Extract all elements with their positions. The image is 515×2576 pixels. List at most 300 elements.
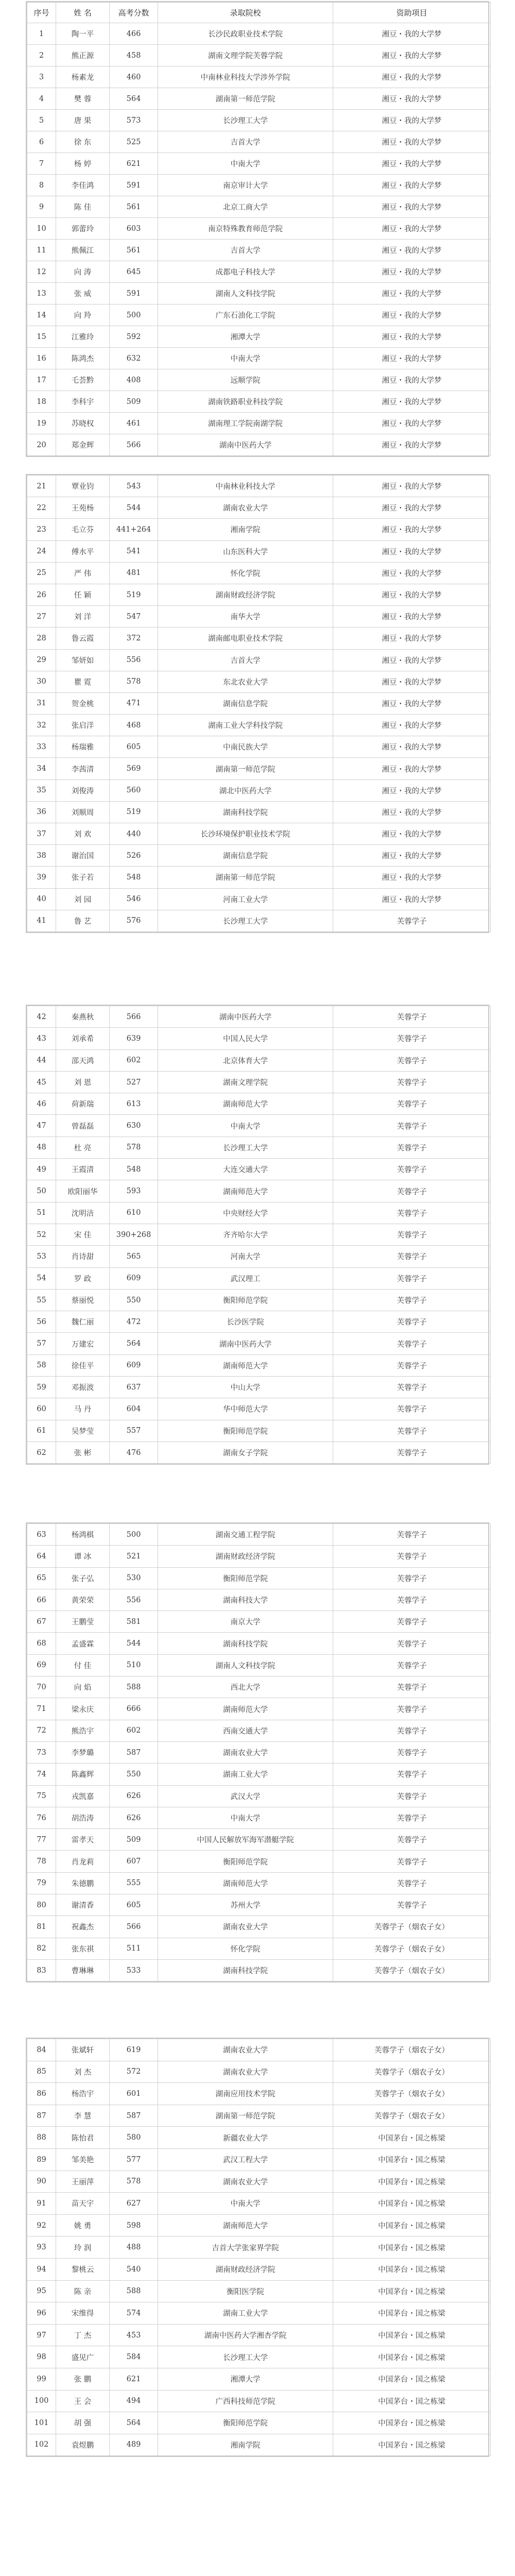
table-row (27, 88, 491, 110)
cell-school: 长沙民政职业技术学院 (158, 23, 333, 45)
cell-name: 雷孝天 (56, 1829, 110, 1851)
cell-score: 626 (110, 1785, 158, 1807)
cell-name: 徐佳平 (56, 1354, 110, 1376)
table-row (27, 1398, 491, 1420)
cell-name: 黎桃云 (56, 2258, 110, 2280)
cell-no: 33 (27, 736, 56, 758)
cell-school: 湘潭大学 (158, 326, 333, 348)
cell-name: 陈鸿杰 (56, 348, 110, 369)
cell-score: 509 (110, 391, 158, 413)
cell-score: 610 (110, 1202, 158, 1224)
cell-score: 566 (110, 434, 158, 456)
cell-school: 湖南师范大学 (158, 1872, 333, 1894)
cell-score: 566 (110, 1006, 158, 1028)
table-row (27, 1741, 491, 1763)
cell-name: 王鹏莹 (56, 1611, 110, 1633)
cell-score: 488 (110, 2236, 158, 2259)
cell-score: 587 (110, 2105, 158, 2127)
cell-no: 36 (27, 801, 56, 823)
cell-no: 11 (27, 240, 56, 261)
cell-project: 中国茅台・国之栋梁 (333, 2302, 491, 2325)
cell-no: 43 (27, 1028, 56, 1049)
table-row (27, 1894, 491, 1916)
cell-name: 熊佩江 (56, 240, 110, 261)
table-row (27, 1159, 491, 1180)
cell-project: 芙蓉学子 (333, 1764, 491, 1785)
cell-school: 湖南师范大学 (158, 1354, 333, 1376)
cell-project: 中国茅台・国之栋梁 (333, 2412, 491, 2434)
cell-project: 芙蓉学子 (333, 1028, 491, 1049)
cell-school: 吉首大学张家界学院 (158, 2236, 333, 2259)
header-no: 序号 (27, 3, 56, 23)
table-row (27, 1546, 491, 1567)
cell-name: 杨瑞雅 (56, 736, 110, 758)
table-row (27, 845, 491, 867)
cell-no: 32 (27, 715, 56, 736)
table-row (27, 2105, 491, 2127)
cell-school: 湖南女子学院 (158, 1442, 333, 1463)
cell-project: 芙蓉学子 (333, 1137, 491, 1158)
cell-no: 9 (27, 196, 56, 218)
cell-score: 560 (110, 779, 158, 801)
cell-score: 556 (110, 649, 158, 671)
cell-name: 肖诗甜 (56, 1246, 110, 1267)
cell-name: 宋维得 (56, 2302, 110, 2325)
cell-score: 476 (110, 1442, 158, 1463)
cell-school: 湖南科技学院 (158, 1633, 333, 1654)
table-row (27, 1764, 491, 1785)
cell-project: 芙蓉学子 (333, 1180, 491, 1202)
table-row (27, 1720, 491, 1741)
table-row (27, 2039, 491, 2061)
cell-score: 472 (110, 1311, 158, 1333)
table-row (27, 1137, 491, 1158)
table-row (27, 45, 491, 66)
cell-project: 湘豆・我的大学梦 (333, 175, 491, 196)
table-row (27, 736, 491, 758)
cell-project: 中国茅台・国之栋梁 (333, 2171, 491, 2193)
cell-project: 芙蓉学子（烟农子女） (333, 1938, 491, 1959)
cell-no: 64 (27, 1546, 56, 1567)
cell-no: 28 (27, 628, 56, 649)
table-row (27, 304, 491, 326)
cell-school: 南华大学 (158, 606, 333, 628)
cell-project: 湘豆・我的大学梦 (333, 413, 491, 434)
cell-name: 陈 佳 (56, 196, 110, 218)
cell-no: 18 (27, 391, 56, 413)
cell-school: 湖南工业大学 (158, 1764, 333, 1785)
cell-no: 94 (27, 2258, 56, 2280)
cell-no: 57 (27, 1333, 56, 1354)
cell-name: 刘顺周 (56, 801, 110, 823)
cell-no: 46 (27, 1093, 56, 1115)
cell-name: 张启洋 (56, 715, 110, 736)
cell-name: 向 羚 (56, 304, 110, 326)
cell-name: 郑金辉 (56, 434, 110, 456)
table-row (27, 497, 491, 519)
cell-project: 芙蓉学子 (333, 1224, 491, 1245)
table-row (27, 2193, 491, 2215)
cell-school: 中南大学 (158, 2193, 333, 2215)
cell-score: 593 (110, 1180, 158, 1202)
table-block-1 (26, 1, 489, 457)
cell-school: 北京工商大学 (158, 196, 333, 218)
cell-school: 湖南师范大学 (158, 1093, 333, 1115)
cell-name: 刘 洋 (56, 606, 110, 628)
table-row (27, 1289, 491, 1311)
cell-name: 祝鑫杰 (56, 1916, 110, 1938)
cell-no: 22 (27, 497, 56, 519)
cell-no: 89 (27, 2148, 56, 2171)
table-row (27, 66, 491, 88)
cell-school: 湖南铁路职业科技学院 (158, 391, 333, 413)
cell-name: 李 慧 (56, 2105, 110, 2127)
cell-name: 朱德鹏 (56, 1872, 110, 1894)
cell-project: 芙蓉学子 (333, 1115, 491, 1137)
cell-project: 湘豆・我的大学梦 (333, 649, 491, 671)
cell-no: 84 (27, 2039, 56, 2061)
table-row (27, 2258, 491, 2280)
cell-school: 西北大学 (158, 1676, 333, 1698)
cell-no: 20 (27, 434, 56, 456)
cell-project: 芙蓉学子 (333, 910, 491, 931)
table-row (27, 2302, 491, 2325)
cell-school: 大连交通大学 (158, 1159, 333, 1180)
cell-school: 湖南科技学院 (158, 801, 333, 823)
cell-school: 怀化学院 (158, 1938, 333, 1959)
cell-project: 湘豆・我的大学梦 (333, 110, 491, 131)
cell-name: 樊 蓉 (56, 88, 110, 110)
cell-project: 芙蓉学子 (333, 1676, 491, 1698)
cell-no: 35 (27, 779, 56, 801)
cell-name: 唐 果 (56, 110, 110, 131)
cell-name: 万建宏 (56, 1333, 110, 1354)
cell-project: 芙蓉学子 (333, 1785, 491, 1807)
cell-no: 1 (27, 23, 56, 45)
cell-school: 中国人民解放军海军潜艇学院 (158, 1829, 333, 1851)
cell-school: 湖南文理学院芙蓉学院 (158, 45, 333, 66)
cell-no: 30 (27, 671, 56, 692)
cell-school: 长沙医学院 (158, 1311, 333, 1333)
cell-score: 565 (110, 1246, 158, 1267)
cell-score: 519 (110, 801, 158, 823)
cell-name: 熊正源 (56, 45, 110, 66)
cell-project: 芙蓉学子 (333, 1202, 491, 1224)
cell-name: 向 焰 (56, 1676, 110, 1698)
cell-name: 曹琳琳 (56, 1959, 110, 1981)
cell-name: 曾磊磊 (56, 1115, 110, 1137)
cell-no: 41 (27, 910, 56, 931)
cell-school: 衡阳师范学院 (158, 1851, 333, 1872)
cell-no: 63 (27, 1524, 56, 1546)
cell-name: 向 涛 (56, 261, 110, 283)
table-row (27, 2061, 491, 2083)
cell-score: 566 (110, 1916, 158, 1938)
cell-project: 芙蓉学子 (333, 1093, 491, 1115)
cell-name: 邹妍如 (56, 649, 110, 671)
cell-no: 85 (27, 2061, 56, 2083)
cell-no: 24 (27, 540, 56, 562)
header-name: 姓 名 (56, 3, 110, 23)
cell-project: 湘豆・我的大学梦 (333, 584, 491, 605)
cell-name: 袁煜鹏 (56, 2434, 110, 2456)
cell-school: 长沙理工大学 (158, 2346, 333, 2368)
cell-name: 刘 恩 (56, 1071, 110, 1093)
cell-school: 湘南学院 (158, 2434, 333, 2456)
cell-school: 湖南文理学院 (158, 1071, 333, 1093)
cell-no: 7 (27, 153, 56, 175)
cell-school: 湖南财政经济学院 (158, 1546, 333, 1567)
cell-no: 71 (27, 1698, 56, 1720)
cell-school: 湖南理工学院南湖学院 (158, 413, 333, 434)
cell-project: 湘豆・我的大学梦 (333, 434, 491, 456)
cell-no: 99 (27, 2368, 56, 2390)
cell-score: 510 (110, 1654, 158, 1676)
cell-project: 芙蓉学子 (333, 1524, 491, 1546)
cell-no: 69 (27, 1654, 56, 1676)
recipient-table (27, 2039, 491, 2456)
cell-school: 湖南第一师范学院 (158, 88, 333, 110)
cell-no: 76 (27, 1807, 56, 1828)
cell-no: 68 (27, 1633, 56, 1654)
header-project: 资助项目 (333, 3, 491, 23)
cell-name: 杜 亮 (56, 1137, 110, 1158)
cell-no: 59 (27, 1377, 56, 1398)
table-row (27, 1611, 491, 1633)
cell-score: 576 (110, 910, 158, 931)
cell-name: 李科宇 (56, 391, 110, 413)
table-row (27, 1006, 491, 1028)
cell-name: 刘 欢 (56, 823, 110, 845)
cell-project: 中国茅台・国之栋梁 (333, 2434, 491, 2456)
cell-project: 湘豆・我的大学梦 (333, 131, 491, 153)
table-row (27, 2346, 491, 2368)
cell-school: 湖南农业大学 (158, 2039, 333, 2061)
cell-school: 长沙理工大学 (158, 110, 333, 131)
cell-school: 湖南科技大学 (158, 1589, 333, 1611)
table-row (27, 1829, 491, 1851)
table-row (27, 562, 491, 584)
cell-school: 成都电子科技大学 (158, 261, 333, 283)
table-row (27, 240, 491, 261)
cell-score: 626 (110, 1807, 158, 1828)
cell-score: 607 (110, 1851, 158, 1872)
cell-school: 衡阳师范学院 (158, 1289, 333, 1311)
cell-no: 51 (27, 1202, 56, 1224)
cell-no: 87 (27, 2105, 56, 2127)
cell-name: 张东祺 (56, 1938, 110, 1959)
table-block-5 (26, 2038, 489, 2457)
table-row (27, 628, 491, 649)
table-header-row (27, 3, 491, 23)
cell-no: 21 (27, 476, 56, 497)
cell-name: 贺金桃 (56, 692, 110, 714)
cell-name: 肖龙莉 (56, 1851, 110, 1872)
cell-score: 509 (110, 1829, 158, 1851)
cell-score: 556 (110, 1589, 158, 1611)
cell-name: 黄荣荣 (56, 1589, 110, 1611)
cell-name: 杨鸿棋 (56, 1524, 110, 1546)
cell-score: 564 (110, 1333, 158, 1354)
table-row (27, 2280, 491, 2302)
cell-name: 张斌轩 (56, 2039, 110, 2061)
cell-project: 湘豆・我的大学梦 (333, 45, 491, 66)
cell-school: 远顺学院 (158, 369, 333, 391)
cell-no: 47 (27, 1115, 56, 1137)
cell-project: 湘豆・我的大学梦 (333, 823, 491, 845)
table-row (27, 131, 491, 153)
cell-school: 湖南农业大学 (158, 497, 333, 519)
cell-school: 湖南工业大学科技学院 (158, 715, 333, 736)
cell-score: 461 (110, 413, 158, 434)
cell-score: 466 (110, 23, 158, 45)
cell-project: 芙蓉学子 (333, 1420, 491, 1442)
cell-name: 谢清香 (56, 1894, 110, 1916)
cell-no: 29 (27, 649, 56, 671)
cell-score: 605 (110, 736, 158, 758)
cell-name: 谭 冰 (56, 1546, 110, 1567)
cell-no: 98 (27, 2346, 56, 2368)
cell-no: 52 (27, 1224, 56, 1245)
cell-score: 609 (110, 1354, 158, 1376)
cell-project: 芙蓉学子 (333, 1049, 491, 1071)
cell-project: 芙蓉学子 (333, 1546, 491, 1567)
table-row (27, 867, 491, 888)
cell-project: 芙蓉学子 (333, 1654, 491, 1676)
cell-score: 546 (110, 888, 158, 910)
cell-no: 12 (27, 261, 56, 283)
table-row (27, 434, 491, 456)
cell-no: 54 (27, 1267, 56, 1289)
cell-no: 27 (27, 606, 56, 628)
cell-school: 湖南应用技术学院 (158, 2083, 333, 2105)
table-row (27, 1938, 491, 1959)
cell-name: 陈怡君 (56, 2127, 110, 2149)
cell-score: 530 (110, 1567, 158, 1589)
table-row (27, 218, 491, 240)
cell-no: 102 (27, 2434, 56, 2456)
table-row (27, 1202, 491, 1224)
cell-score: 548 (110, 867, 158, 888)
cell-school: 湖南第一师范学院 (158, 2105, 333, 2127)
cell-no: 10 (27, 218, 56, 240)
cell-project: 湘豆・我的大学梦 (333, 736, 491, 758)
cell-score: 408 (110, 369, 158, 391)
cell-name: 王丽萍 (56, 2171, 110, 2193)
cell-project: 湘豆・我的大学梦 (333, 628, 491, 649)
cell-name: 鲁云霞 (56, 628, 110, 649)
cell-project: 芙蓉学子（烟农子女） (333, 1916, 491, 1938)
cell-no: 73 (27, 1741, 56, 1763)
cell-school: 衡阳师范学院 (158, 2412, 333, 2434)
cell-project: 芙蓉学子 (333, 1289, 491, 1311)
cell-no: 50 (27, 1180, 56, 1202)
cell-project: 中国茅台・国之栋梁 (333, 2258, 491, 2280)
table-row (27, 2171, 491, 2193)
table-row (27, 1524, 491, 1546)
table-row (27, 1442, 491, 1463)
cell-name: 徐 东 (56, 131, 110, 153)
cell-name: 张 威 (56, 283, 110, 304)
table-row (27, 369, 491, 391)
cell-score: 481 (110, 562, 158, 584)
cell-school: 新疆农业大学 (158, 2127, 333, 2149)
cell-name: 王苑杨 (56, 497, 110, 519)
cell-project: 湘豆・我的大学梦 (333, 801, 491, 823)
cell-no: 5 (27, 110, 56, 131)
cell-name: 任 颖 (56, 584, 110, 605)
cell-no: 65 (27, 1567, 56, 1589)
cell-school: 广西科技师范学院 (158, 2390, 333, 2412)
cell-score: 541 (110, 540, 158, 562)
cell-project: 湘豆・我的大学梦 (333, 715, 491, 736)
cell-school: 长沙理工大学 (158, 1137, 333, 1158)
cell-score: 533 (110, 1959, 158, 1981)
cell-project: 芙蓉学子 (333, 1377, 491, 1398)
cell-project: 芙蓉学子 (333, 1611, 491, 1633)
cell-project: 芙蓉学子 (333, 1567, 491, 1589)
table-row (27, 715, 491, 736)
cell-score: 592 (110, 326, 158, 348)
cell-project: 湘豆・我的大学梦 (333, 845, 491, 867)
cell-project: 湘豆・我的大学梦 (333, 218, 491, 240)
cell-score: 598 (110, 2214, 158, 2236)
cell-school: 广东石油化工学院 (158, 304, 333, 326)
table-row (27, 283, 491, 304)
cell-score: 489 (110, 2434, 158, 2456)
cell-project: 中国茅台・国之栋梁 (333, 2346, 491, 2368)
cell-school: 山东医科大学 (158, 540, 333, 562)
cell-score: 621 (110, 2368, 158, 2390)
cell-no: 6 (27, 131, 56, 153)
cell-score: 561 (110, 196, 158, 218)
cell-no: 75 (27, 1785, 56, 1807)
cell-score: 591 (110, 283, 158, 304)
table-block-3 (26, 1005, 489, 1465)
cell-score: 390+268 (110, 1224, 158, 1245)
cell-no: 34 (27, 758, 56, 779)
cell-name: 玲 润 (56, 2236, 110, 2259)
cell-school: 怀化学院 (158, 562, 333, 584)
cell-school: 武汉工程大学 (158, 2148, 333, 2171)
cell-no: 4 (27, 88, 56, 110)
cell-name: 欧阳丽华 (56, 1180, 110, 1202)
table-row (27, 1851, 491, 1872)
table-row (27, 823, 491, 845)
cell-name: 邵天鸿 (56, 1049, 110, 1071)
cell-project: 湘豆・我的大学梦 (333, 88, 491, 110)
cell-score: 588 (110, 1676, 158, 1698)
cell-name: 孟盛霖 (56, 1633, 110, 1654)
cell-school: 衡阳师范学院 (158, 1567, 333, 1589)
cell-name: 秦燕秋 (56, 1006, 110, 1028)
cell-score: 564 (110, 2412, 158, 2434)
cell-name: 蔡丽悦 (56, 1289, 110, 1311)
cell-project: 湘豆・我的大学梦 (333, 888, 491, 910)
cell-project: 芙蓉学子（烟农子女） (333, 2105, 491, 2127)
cell-school: 湖南第一师范学院 (158, 758, 333, 779)
cell-no: 38 (27, 845, 56, 867)
cell-school: 湖南中医药大学湘杏学院 (158, 2324, 333, 2346)
cell-project: 芙蓉学子 (333, 1006, 491, 1028)
cell-no: 48 (27, 1137, 56, 1158)
cell-project: 湘豆・我的大学梦 (333, 476, 491, 497)
cell-school: 南京审计大学 (158, 175, 333, 196)
table-row (27, 2434, 491, 2456)
cell-no: 79 (27, 1872, 56, 1894)
cell-no: 83 (27, 1959, 56, 1981)
cell-school: 中南大学 (158, 348, 333, 369)
